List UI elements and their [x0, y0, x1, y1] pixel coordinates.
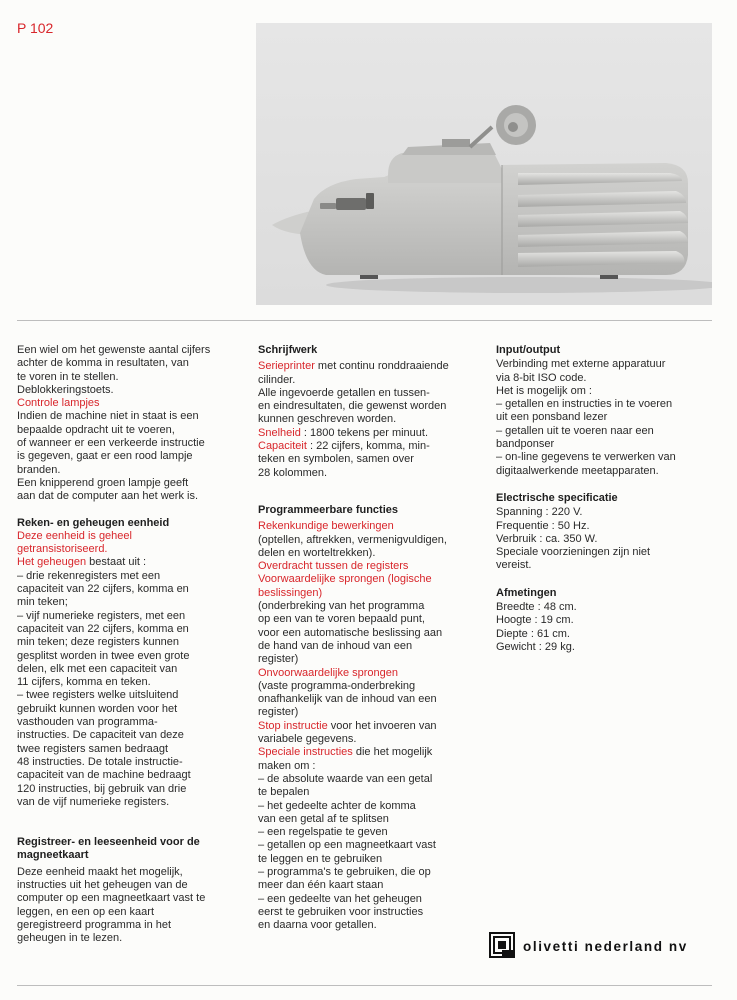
text-line [258, 866, 483, 879]
highlight-text: beslissingen) [258, 586, 323, 599]
spacer [496, 573, 711, 587]
text-line [258, 520, 483, 533]
body-text: 48 instructies. De totale instructie- [17, 755, 183, 768]
body-text: Een wiel om het gewenste aantal cijfers [17, 344, 211, 356]
text-line [17, 769, 242, 782]
body-text: – on-line gegevens te verwerken van [496, 451, 676, 464]
text-line [258, 826, 483, 839]
body-text: – het gedeelte achter de komma [258, 799, 416, 812]
spacer [258, 480, 483, 504]
text-line [258, 720, 483, 733]
text-line [258, 653, 483, 666]
section-heading-input-output: Input/output [496, 344, 561, 356]
text-line [496, 411, 711, 424]
body-text: via 8-bit ISO code. [496, 371, 587, 384]
highlight-text: Controle lampjes [17, 397, 100, 410]
schrijfwerk-text [258, 360, 483, 480]
text-line [17, 556, 242, 569]
body-text: Breedte : 48 cm. [496, 601, 577, 614]
text-line [17, 756, 242, 769]
text-line [496, 506, 711, 519]
body-text: de hand van de inhoud van een [258, 639, 413, 652]
text-line [17, 866, 242, 879]
body-text: Hoogte : 19 cm. [496, 614, 574, 627]
text-line [258, 919, 483, 932]
text-line [17, 384, 242, 397]
body-text: gesplitst worden in twee even grote [17, 649, 190, 662]
text-line [258, 573, 483, 586]
highlight-text: Speciale instructies [258, 746, 353, 759]
body-text: : 1800 tekens per minuut. [300, 426, 429, 439]
text-line [258, 693, 483, 706]
body-text: te bepalen [258, 786, 310, 799]
input-output-text [496, 358, 711, 478]
section-heading-electrische-specificatie: Electrische specificatie [496, 491, 618, 504]
text-line [258, 839, 483, 852]
body-text: van een getal af te splitsen [258, 812, 389, 825]
text-line [258, 627, 483, 640]
body-text: – vijf numerieke registers, met een [17, 609, 186, 622]
electrische-specificatie-text [496, 506, 711, 572]
text-line [17, 583, 242, 596]
body-text: geregistreerd programma in het [17, 918, 172, 931]
body-text: twee registers samen bedraagt [17, 742, 169, 755]
body-text: Verbruik : ca. 350 W. [496, 532, 598, 545]
text-line [258, 440, 483, 453]
section-heading-magneetkaart-line-1: Registreer- en leeseenheid voor de [17, 836, 200, 849]
section-heading-reken-geheugen: Reken- en geheugen eenheid [17, 516, 170, 529]
body-text: – getallen uit te voeren naar een [496, 424, 654, 437]
text-line [496, 398, 711, 411]
text-line [17, 783, 242, 796]
highlight-text: Voorwaardelijke sprongen (logische [258, 573, 432, 586]
column-3 [496, 344, 711, 654]
body-text: – twee registers welke uitsluitend [17, 689, 179, 702]
body-text: Spanning : 220 V. [496, 506, 583, 519]
section-heading-schrijfwerk: Schrijfwerk [258, 344, 318, 356]
body-text: meer dan één kaart staan [258, 879, 384, 892]
body-text: computer op een magneetkaart vast te [17, 892, 206, 905]
body-text: onafhankelijk van de inhoud van een [258, 693, 437, 706]
text-line [17, 596, 242, 609]
body-text: die het mogelijk [352, 746, 433, 759]
body-text: cilinder. [258, 373, 296, 386]
highlight-text: getransistoriseerd. [17, 543, 108, 556]
body-text: met continu ronddraaiende [314, 360, 449, 373]
text-line [258, 453, 483, 466]
body-text: uit een ponsband lezer [496, 411, 608, 424]
body-text: (vaste programma-onderbreking [258, 679, 416, 692]
text-line [17, 716, 242, 729]
top-divider [17, 320, 712, 321]
body-text: min teken; deze registers kunnen [17, 636, 180, 649]
text-line [496, 546, 711, 559]
text-line [258, 547, 483, 560]
body-text: leggen, en een op een kaart [17, 905, 155, 918]
body-text: branden. [17, 463, 61, 476]
text-line [17, 932, 242, 945]
body-text: voor het invoeren van [327, 719, 437, 732]
text-line [17, 879, 242, 892]
text-line [17, 530, 242, 543]
body-text: kunnen geschreven worden. [258, 413, 397, 426]
afmetingen-text [496, 601, 711, 654]
highlight-text: Overdracht tussen de registers [258, 560, 409, 573]
column-1 [17, 344, 242, 945]
text-line [17, 663, 242, 676]
body-text: Gewicht : 29 kg. [496, 640, 575, 653]
text-line [17, 437, 242, 450]
text-line [496, 425, 711, 438]
body-text: delen en worteltrekken). [258, 546, 376, 559]
body-text: 11 cijfers, komma en teken. [17, 676, 151, 689]
body-text: aan dat de computer aan het werk is. [17, 490, 198, 503]
text-line [258, 786, 483, 799]
body-text: bestaat uit : [86, 556, 147, 569]
body-text: en eindresultaten, die gewenst worden [258, 400, 447, 413]
body-text: van de vijf numerieke registers. [17, 795, 170, 808]
text-line [258, 427, 483, 440]
body-text: Verbinding met externe apparatuur [496, 358, 666, 371]
product-photo [256, 23, 712, 305]
text-line [17, 623, 242, 636]
highlight-text: Snelheid [258, 426, 301, 439]
text-line [496, 358, 711, 371]
text-line [496, 372, 711, 385]
text-line [258, 600, 483, 613]
text-line [496, 385, 711, 398]
text-line [258, 613, 483, 626]
text-line [258, 667, 483, 680]
section-heading-afmetingen: Afmetingen [496, 586, 557, 599]
body-text: delen, elk met een capaciteit van [17, 662, 178, 675]
spacer [17, 809, 242, 836]
text-line [17, 796, 242, 809]
body-text: te leggen en te gebruiken [258, 852, 383, 865]
body-text: op een van te voren bepaald punt, [258, 613, 425, 626]
body-text: achter de komma in resultaten, van [17, 357, 189, 370]
text-line [496, 601, 711, 614]
text-line [17, 919, 242, 932]
text-line [258, 906, 483, 919]
body-text: Deblokkeringstoets. [17, 383, 114, 396]
body-text: te voren in te stellen. [17, 370, 119, 383]
body-text: capaciteit van 22 cijfers, komma en [17, 622, 189, 635]
body-text: bepaalde opdracht uit te voeren, [17, 423, 175, 436]
body-text: geheugen in te lezen. [17, 932, 123, 945]
body-text: Deze eenheid maakt het mogelijk, [17, 865, 183, 878]
highlight-text: Capaciteit [258, 440, 307, 453]
body-text: maken om : [258, 759, 316, 772]
body-text: vereist. [496, 559, 532, 572]
highlight-text: Deze eenheid is geheel [17, 529, 132, 542]
body-text: – programma's te gebruiken, die op [258, 865, 431, 878]
text-line [496, 520, 711, 533]
text-line [258, 534, 483, 547]
text-line [17, 676, 242, 689]
body-text: capaciteit van de machine bedraagt [17, 769, 191, 782]
text-line [17, 450, 242, 463]
text-line [496, 465, 711, 478]
magneetkaart-text [17, 866, 242, 946]
highlight-text: Stop instructie [258, 719, 328, 732]
text-line [258, 680, 483, 693]
body-text: is gegeven, gaat er een rood lampje [17, 450, 193, 463]
column-2 [258, 344, 483, 932]
text-line [258, 706, 483, 719]
text-line [496, 533, 711, 546]
text-line [17, 424, 242, 437]
body-text: register) [258, 653, 299, 666]
body-text: Indien de machine niet in staat is een [17, 410, 199, 423]
body-text: Speciale voorzieningen zijn niet [496, 546, 651, 559]
text-line [17, 729, 242, 742]
body-text: capaciteit van 22 cijfers, komma en [17, 583, 189, 596]
spacer [17, 504, 242, 517]
text-line [17, 650, 242, 663]
text-line [17, 371, 242, 384]
text-line [258, 813, 483, 826]
intro-text [17, 344, 242, 504]
body-text: en daarna voor getallen. [258, 919, 377, 932]
body-text: : 22 cijfers, komma, min- [306, 440, 430, 453]
body-text: (onderbreking van het programma [258, 600, 425, 613]
text-line [258, 467, 483, 480]
text-line [496, 628, 711, 641]
logo-text: olivetti nederland nv [523, 939, 688, 954]
text-line [258, 893, 483, 906]
body-text: – een gedeelte van het geheugen [258, 892, 422, 905]
body-text: – drie rekenregisters met een [17, 569, 161, 582]
spacer [496, 478, 711, 492]
body-text: – getallen en instructies in te voeren [496, 398, 673, 411]
text-line [258, 374, 483, 387]
text-line [258, 640, 483, 653]
body-text: variabele gegevens. [258, 733, 357, 746]
text-line [17, 357, 242, 370]
highlight-text: Serieprinter [258, 360, 315, 373]
body-text: register) [258, 706, 299, 719]
text-line [496, 451, 711, 464]
text-line [258, 760, 483, 773]
body-text: Een knipperend groen lampje geeft [17, 476, 189, 489]
text-line [258, 400, 483, 413]
highlight-text: Onvoorwaardelijke sprongen [258, 666, 399, 679]
section-heading-programmeerbare-functies: Programmeerbare functies [258, 503, 398, 516]
text-line [258, 560, 483, 573]
body-text: min teken; [17, 596, 68, 609]
body-text: bandponser [496, 438, 555, 451]
bottom-divider [17, 985, 712, 986]
text-line [17, 703, 242, 716]
body-text: eerst te gebruiken voor instructies [258, 905, 424, 918]
body-text: Frequentie : 50 Hz. [496, 519, 590, 532]
text-line [258, 853, 483, 866]
text-line [258, 800, 483, 813]
text-line [258, 773, 483, 786]
text-line [17, 490, 242, 503]
text-line [496, 438, 711, 451]
body-text: digitaalwerkende meetapparaten. [496, 464, 659, 477]
text-line [17, 410, 242, 423]
text-line [17, 477, 242, 490]
text-line [496, 559, 711, 572]
text-line [258, 587, 483, 600]
body-text: – getallen op een magneetkaart vast [258, 839, 436, 852]
olivetti-logo-mark-icon [489, 932, 515, 958]
text-line [17, 464, 242, 477]
text-line [17, 906, 242, 919]
body-text: 28 kolommen. [258, 466, 328, 479]
highlight-text: Het geheugen [17, 556, 87, 569]
text-line [496, 614, 711, 627]
text-line [17, 397, 242, 410]
text-line [17, 344, 242, 357]
body-text: Alle ingevoerde getallen en tussen- [258, 386, 430, 399]
body-text: vasthouden van programma- [17, 716, 158, 729]
highlight-text: Rekenkundige bewerkingen [258, 520, 394, 533]
text-line [258, 879, 483, 892]
section-heading-magneetkaart-line-2: magneetkaart [17, 849, 89, 862]
reken-geheugen-text [17, 530, 242, 809]
text-line [258, 387, 483, 400]
text-line [17, 689, 242, 702]
text-line [17, 543, 242, 556]
text-line [17, 636, 242, 649]
body-text: 120 instructies, bij gebruik van drie [17, 782, 187, 795]
page-code: P 102 [17, 20, 54, 36]
body-text: teken en symbolen, samen over [258, 453, 414, 466]
body-text: gebruikt kunnen worden voor het [17, 702, 178, 715]
body-text: Het is mogelijk om : [496, 384, 592, 397]
olivetti-logo [489, 932, 712, 962]
body-text: Diepte : 61 cm. [496, 627, 570, 640]
text-line [17, 570, 242, 583]
text-line [17, 743, 242, 756]
programma-computer-illustration [256, 23, 712, 305]
body-text: (optellen, aftrekken, vermenigvuldigen, [258, 533, 447, 546]
body-text: of wanneer er een verkeerde instructie [17, 437, 205, 450]
text-line [258, 360, 483, 373]
body-text: – een regelspatie te geven [258, 826, 388, 839]
text-line [258, 733, 483, 746]
text-line [258, 413, 483, 426]
text-line [17, 892, 242, 905]
text-line [496, 641, 711, 654]
body-text: instructies. De capaciteit van deze [17, 729, 184, 742]
body-text: – de absolute waarde van een getal [258, 772, 433, 785]
body-text: instructies uit het geheugen van de [17, 878, 188, 891]
text-line [258, 746, 483, 759]
programmeerbare-functies-text [258, 520, 483, 932]
text-line [17, 610, 242, 623]
body-text: voor een automatische beslissing aan [258, 626, 443, 639]
